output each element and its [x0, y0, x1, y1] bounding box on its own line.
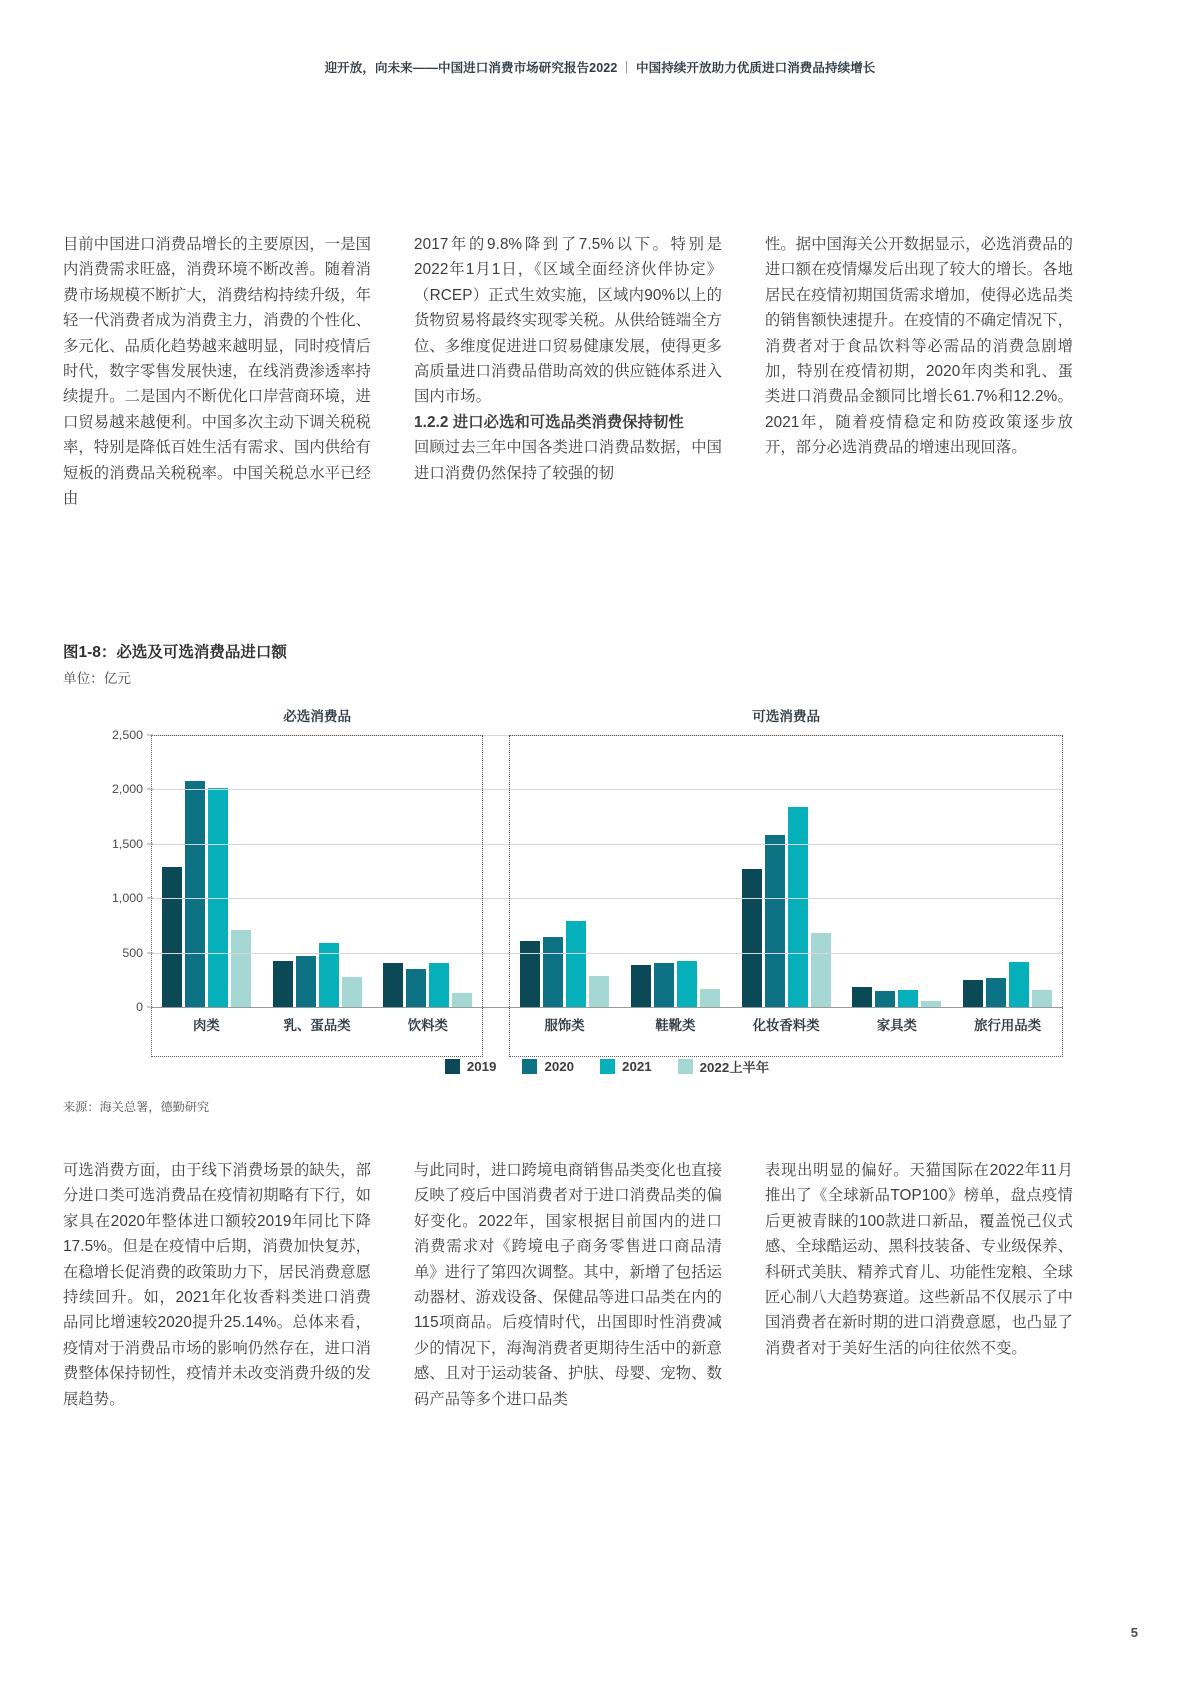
- bar-group: [373, 735, 484, 1007]
- bar: [406, 969, 426, 1007]
- bottom-column-1: [63, 1158, 371, 1412]
- bar: [543, 937, 563, 1007]
- bar: [273, 961, 293, 1007]
- legend-label: 2019: [466, 1059, 497, 1074]
- y-axis-tick-label: 2,000: [111, 782, 143, 797]
- paragraph: 表现出明显的偏好。天猫国际在2022年11月推出了《全球新品TOP100》榜单，盘点疫情后更被青睐的100款进口新品，覆盖悦己仪式感、全球酷运动、黑科技装备、专业级保养、科研式美肤、精养式育儿、功能性宠粮、全球匠心制八大趋势赛道。这些新品不仅展示了中国消费者在新时期的进口消费意愿，也凸显了消费者对于美好生活的向往依然不变。: [765, 1162, 1073, 1357]
- bar: [875, 991, 895, 1007]
- bar-group: [509, 735, 620, 1007]
- figure-unit: 单位：亿元: [63, 671, 131, 686]
- legend-label: 2022上半年: [699, 1060, 770, 1075]
- bar: [162, 867, 182, 1007]
- y-axis-tick-label: 0: [136, 1000, 143, 1014]
- y-axis-tick-label: 2,500: [111, 728, 143, 742]
- legend-item: [678, 1057, 769, 1076]
- bar: [742, 869, 762, 1007]
- gridline: [151, 953, 1063, 954]
- paragraph: 2017年的9.8%降到了7.5%以下。特别是2022年1月1日，《区域全面经济伙伴协定》（RCEP）正式生效实施，区域内90%以上的货物贸易将最终实现零关税。从供给链端全方位、多维度促进进口贸易健康发展，使得更多高质量进口消费品借助高效的供应链体系进入国内市场。: [414, 236, 722, 406]
- figure-1-8: [63, 640, 1138, 1095]
- gridline: [151, 735, 1063, 736]
- bottom-text-columns: [63, 1158, 1073, 1412]
- legend-swatch: [600, 1059, 615, 1074]
- x-axis-category-label: 服饰类: [544, 1018, 585, 1033]
- bar: [677, 961, 697, 1007]
- legend-item: [600, 1059, 652, 1074]
- bar: [296, 956, 316, 1007]
- y-axis-labels: [63, 728, 143, 1014]
- x-axis-category-label: 鞋靴类: [655, 1018, 696, 1033]
- top-column-2: [414, 232, 722, 511]
- y-axis-tick: [147, 898, 153, 899]
- header-title-part1: 迎开放，向未来——中国进口消费市场研究报告2022: [324, 61, 618, 75]
- bar-group: [842, 735, 953, 1007]
- bar: [963, 980, 983, 1007]
- top-column-3: [765, 232, 1073, 511]
- bar: [898, 990, 918, 1007]
- y-axis-tick: [147, 843, 153, 844]
- category-labels: [151, 1015, 1063, 1041]
- gridline: [151, 1007, 1063, 1008]
- bars-container: [151, 735, 1063, 1007]
- bar: [1032, 990, 1052, 1007]
- bar: [654, 963, 674, 1007]
- bar: [811, 933, 831, 1007]
- chart-legend: [151, 1057, 1063, 1076]
- x-axis-category-label: 乳、蛋品类: [283, 1018, 351, 1033]
- bar: [383, 963, 403, 1007]
- bar: [231, 930, 251, 1007]
- legend-swatch: [522, 1059, 537, 1074]
- legend-swatch: [678, 1059, 693, 1074]
- bar: [1009, 962, 1029, 1007]
- bar: [452, 993, 472, 1007]
- bar: [700, 989, 720, 1007]
- legend-item: [445, 1059, 497, 1074]
- plot-area: [151, 735, 1063, 1007]
- bar-group: [151, 735, 262, 1007]
- gridline: [151, 898, 1063, 899]
- bottom-column-2: [414, 1158, 722, 1412]
- bar: [342, 977, 362, 1007]
- bar: [788, 807, 808, 1007]
- bar: [986, 978, 1006, 1007]
- y-axis-tick: [147, 735, 153, 736]
- figure-title: 图1-8：必选及可选消费品进口额: [63, 644, 287, 661]
- x-axis-category-label: 饮料类: [407, 1018, 448, 1033]
- legend-item: [522, 1059, 574, 1074]
- x-axis-category-label: 旅行用品类: [974, 1018, 1042, 1033]
- paragraph: 与此同时，进口跨境电商销售品类变化也直接反映了疫后中国消费者对于进口消费品类的偏好变化。2022年，国家根据目前国内的进口消费需求对《跨境电子商务零售进口商品清单》进行了第四次调整。其中，新增了包括运动器材、游戏设备、保健品等进口品类在内的115项商品。后疫情时代，出国即时性消费减少的情况下，海淘消费者更期待生活中的新意感、且对于运动装备、护肤、母婴、宠物、数码产品等多个进口品类: [414, 1162, 722, 1408]
- section-subheading: 1.2.2 进口必选和可选品类消费保持韧性: [414, 413, 684, 431]
- y-axis-tick: [147, 952, 153, 953]
- top-column-1: [63, 232, 371, 511]
- header-title-part2: 中国持续开放助力优质进口消费品持续增长: [636, 61, 876, 75]
- gridline: [151, 789, 1063, 790]
- bottom-column-3: [765, 1158, 1073, 1412]
- paragraph: 可选消费方面，由于线下消费场景的缺失，部分进口类可选消费品在疫情初期略有下行，如家具在2020年整体进口额较2019年同比下降17.5%。但是在疫情中后期，消费加快复苏，在稳增长促消费的政策助力下，居民消费意愿持续回升。如，2021年化妆香料类进口消费品同比增速较2020提升25.14%。总体来看，疫情对于消费品市场的影响仍然存在，进口消费整体保持韧性，疫情并未改变消费升级的发展趋势。: [63, 1162, 371, 1408]
- y-axis-tick: [147, 789, 153, 790]
- bar: [852, 987, 872, 1007]
- paragraph: 目前中国进口消费品增长的主要原因，一是国内消费需求旺盛，消费环境不断改善。随着消费市场规模不断扩大，消费结构持续升级，年轻一代消费者成为消费主力，消费的个性化、多元化、品质化趋势越来越明显，同时疫情后时代，数字零售发展快速，在线消费渗透率持续提升。二是国内不断优化口岸营商环境，进口贸易越来越便利。中国多次主动下调关税税率，特别是降低百姓生活有需求、国内供给有短板的消费品关税税率。中国关税总水平已经由: [63, 236, 371, 507]
- gridline: [151, 844, 1063, 845]
- legend-label: 2020: [544, 1059, 575, 1074]
- bar: [566, 921, 586, 1007]
- panel-title-discretionary: 可选消费品: [752, 709, 821, 724]
- panel-title-essential: 必选消费品: [283, 709, 352, 724]
- legend-swatch: [445, 1059, 460, 1074]
- legend-label: 2021: [622, 1059, 652, 1074]
- y-axis-tick-label: 500: [122, 945, 143, 960]
- bar-group: [952, 735, 1063, 1007]
- bar: [765, 835, 785, 1007]
- page-header: [0, 58, 1200, 76]
- figure-source: 来源：海关总署，德勤研究: [63, 1100, 210, 1114]
- x-axis-category-label: 家具类: [876, 1018, 917, 1033]
- paragraph: 性。据中国海关公开数据显示，必选消费品的进口额在疫情爆发后出现了较大的增长。各地居民在疫情初期国货需求增加，使得必选品类的销售额快速提升。在疫情的不确定情况下，消费者对于食品饮料等必需品的消费急剧增加，特别在疫情初期，2020年肉类和乳、蛋类进口消费品金额同比增长61.7%和12.2%。2021年，随着疫情稳定和防疫政策逐步放开，部分必选消费品的增速出现回落。: [765, 236, 1073, 457]
- x-axis-category-label: 化妆香料类: [752, 1018, 820, 1033]
- panel-titles: [63, 705, 1073, 731]
- y-axis-tick-label: 1,000: [111, 891, 143, 906]
- top-text-columns: [63, 232, 1073, 511]
- bar: [589, 976, 609, 1007]
- bar: [520, 941, 540, 1007]
- y-axis-tick-label: 1,500: [111, 836, 143, 851]
- bar-group: [262, 735, 373, 1007]
- x-axis-category-label: 肉类: [192, 1018, 220, 1033]
- bar: [429, 963, 449, 1007]
- page-number: 5: [1130, 1625, 1138, 1640]
- bar-group: [620, 735, 731, 1007]
- bar-group: [731, 735, 842, 1007]
- bar-chart: [63, 705, 1073, 1095]
- bar: [185, 781, 205, 1007]
- paragraph: 回顾过去三年中国各类进口消费品数据，中国进口消费仍然保持了较强的韧: [414, 439, 722, 482]
- y-axis-tick: [147, 1007, 153, 1008]
- header-separator: ｜: [620, 61, 633, 75]
- bar: [631, 965, 651, 1007]
